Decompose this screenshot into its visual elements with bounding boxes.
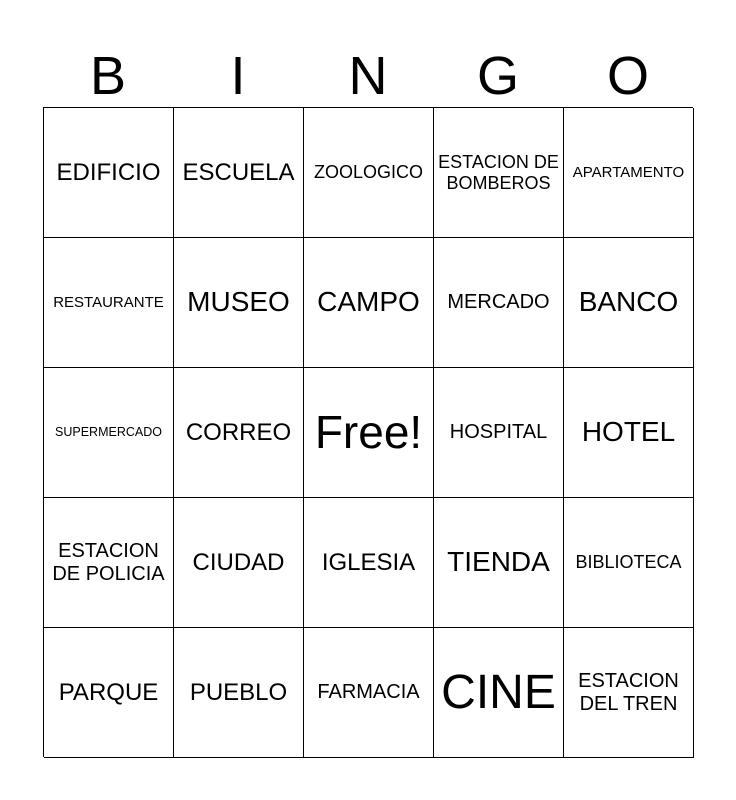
bingo-cell[interactable]: BIBLIOTECA: [564, 498, 694, 628]
bingo-cell[interactable]: FARMACIA: [304, 628, 434, 758]
bingo-card-grid: [43, 107, 693, 757]
bingo-cell[interactable]: CAMPO: [304, 238, 434, 368]
bingo-cell[interactable]: EDIFICIO: [44, 108, 174, 238]
bingo-cell[interactable]: CORREO: [174, 368, 304, 498]
bingo-cell[interactable]: RESTAURANTE: [44, 238, 174, 368]
bingo-cell[interactable]: HOSPITAL: [434, 368, 564, 498]
bingo-cell[interactable]: ESTACION DE POLICIA: [44, 498, 174, 628]
bingo-cell[interactable]: ESTACION DEL TREN: [564, 628, 694, 758]
header-letter-i: I: [230, 46, 246, 106]
bingo-cell[interactable]: BANCO: [564, 238, 694, 368]
bingo-cell[interactable]: IGLESIA: [304, 498, 434, 628]
bingo-cell[interactable]: PUEBLO: [174, 628, 304, 758]
header-letter-o: O: [606, 46, 649, 106]
bingo-cell[interactable]: TIENDA: [434, 498, 564, 628]
bingo-cell[interactable]: ESTACION DE BOMBEROS: [434, 108, 564, 238]
bingo-cell[interactable]: MUSEO: [174, 238, 304, 368]
header-letter-n: N: [348, 46, 388, 106]
bingo-cell[interactable]: APARTAMENTO: [564, 108, 694, 238]
free-space-cell[interactable]: Free!: [304, 368, 434, 498]
bingo-cell[interactable]: CINE: [434, 628, 564, 758]
bingo-cell[interactable]: ZOOLOGICO: [304, 108, 434, 238]
bingo-cell[interactable]: PARQUE: [44, 628, 174, 758]
bingo-cell[interactable]: SUPERMERCADO: [44, 368, 174, 498]
bingo-header: [43, 44, 693, 108]
bingo-cell[interactable]: ESCUELA: [174, 108, 304, 238]
header-letter-b: B: [89, 46, 127, 106]
bingo-cell[interactable]: HOTEL: [564, 368, 694, 498]
bingo-cell[interactable]: MERCADO: [434, 238, 564, 368]
bingo-cell[interactable]: CIUDAD: [174, 498, 304, 628]
header-letter-g: G: [476, 46, 519, 106]
